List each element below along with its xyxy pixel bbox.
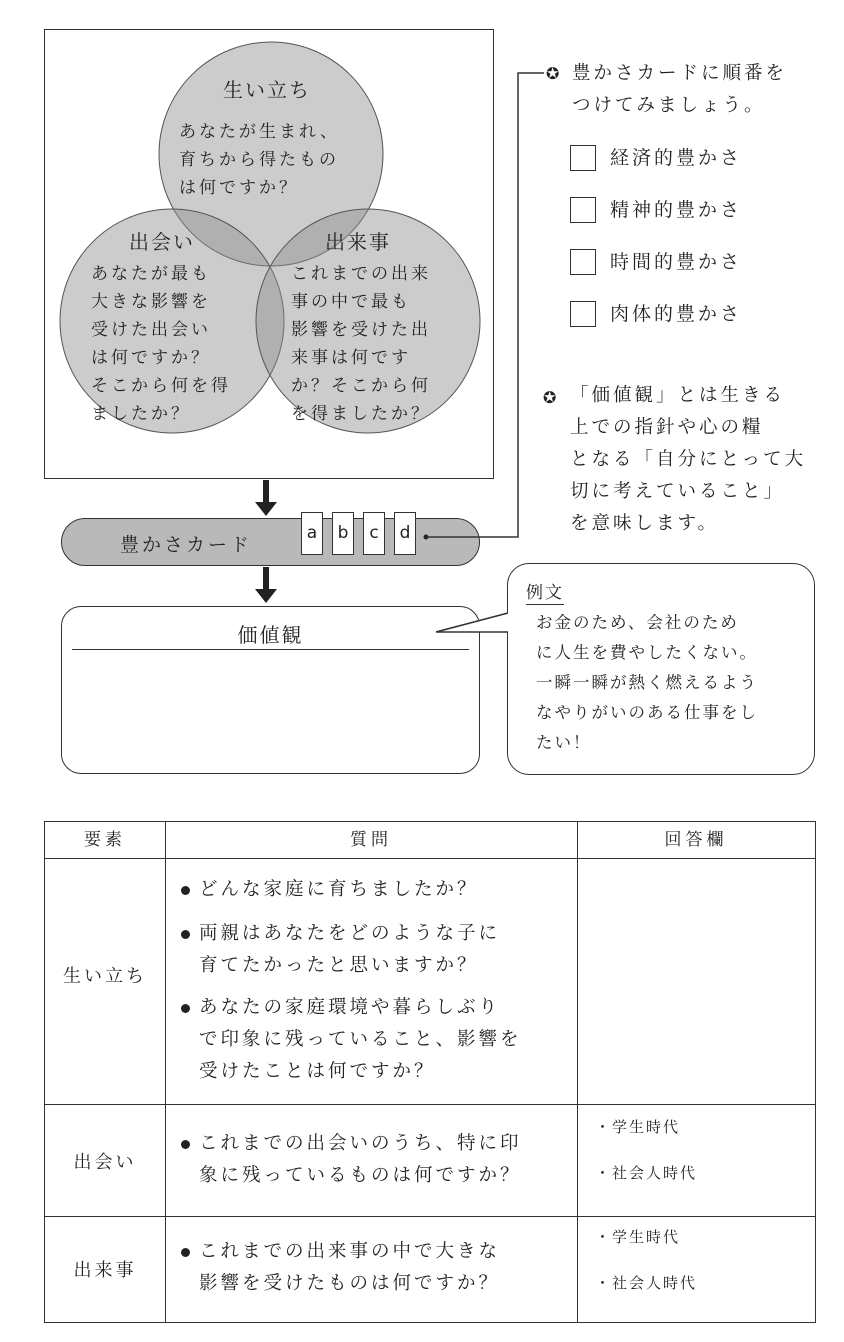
example-bubble	[507, 563, 815, 775]
rank-checkbox[interactable]	[570, 197, 596, 223]
richness-card-label: 豊かさカード	[120, 534, 253, 556]
table-divider	[165, 822, 166, 1322]
venn-text-events: これまでの出来 事の中で最も 影響を受けた出 来事は何です か？そこから何 を得ましたか？	[291, 264, 431, 424]
rank-option-label: 時間的豊かさ	[610, 251, 743, 273]
header-answer: 回答欄	[664, 830, 728, 850]
rank-option-label: 肉体的豊かさ	[610, 303, 743, 325]
answer-working-years[interactable]: ・社会人時代	[595, 1274, 698, 1292]
values-input-box[interactable]	[61, 606, 480, 774]
question-table	[44, 821, 816, 1323]
table-divider	[45, 858, 815, 859]
table-divider	[45, 1104, 815, 1105]
bullet-icon	[181, 886, 190, 895]
venn-text-upbringing: あなたが生まれ、 育ちから得たもの は何ですか？	[179, 122, 341, 198]
rank-checkbox[interactable]	[570, 249, 596, 275]
arrow-down-icon	[255, 589, 277, 603]
richness-card-bar	[61, 518, 480, 566]
bullet-icon	[181, 930, 190, 939]
answer-student-years[interactable]: ・学生時代	[595, 1118, 681, 1136]
question-text: 両親はあなたをどのような子に 育てたかったと思いますか？	[199, 923, 501, 976]
answer-working-years[interactable]: ・社会人時代	[595, 1164, 698, 1182]
rank-option-label: 精神的豊かさ	[610, 199, 743, 221]
star-icon: ✪	[546, 64, 560, 83]
bullet-icon	[181, 1004, 190, 1013]
rank-option-label: 経済的豊かさ	[610, 147, 743, 169]
example-title: 例文	[526, 578, 564, 605]
venn-text-encounters: あなたが最も 大きな影響を 受けた出会い は何ですか？ そこから何を得 ましたか？	[91, 264, 231, 424]
header-element: 要素	[84, 830, 126, 850]
question-text: どんな家庭に育ちましたか？	[199, 879, 479, 900]
card-c: c	[363, 512, 385, 555]
card-d: d	[394, 512, 416, 555]
arrow-shaft-1	[263, 480, 269, 504]
venn-title-events: 出来事	[325, 230, 391, 254]
header-question: 質問	[350, 830, 392, 850]
ranking-instruction: 豊かさカードに順番を つけてみましょう。	[572, 63, 788, 116]
star-icon: ✪	[543, 388, 557, 407]
bubble-pointer	[436, 612, 510, 636]
table-divider	[577, 822, 578, 1322]
values-definition: 「価値観」とは生きる 上での指針や心の糧 となる「自分にとって大 切に考えていること」 を意味します。	[570, 385, 807, 534]
arrow-shaft-2	[263, 567, 269, 591]
example-text: お金のため、会社のため に人生を費やしたくない。 一瞬一瞬が熱く燃えるよう なやりがいのある仕事をし たい！	[536, 613, 758, 752]
venn-title-upbringing: 生い立ち	[223, 78, 311, 102]
bullet-icon	[181, 1248, 190, 1257]
table-divider	[45, 1216, 815, 1217]
card-a: a	[301, 512, 323, 555]
question-text: これまでの出会いのうち、特に印 象に残っているものは何ですか？	[199, 1133, 522, 1186]
bullet-icon	[181, 1140, 190, 1149]
question-text: これまでの出来事の中で大きな 影響を受けたものは何ですか？	[199, 1241, 501, 1294]
row-label-upbringing: 生い立ち	[63, 966, 147, 987]
connector-line	[420, 60, 550, 550]
rank-checkbox[interactable]	[570, 301, 596, 327]
values-divider	[72, 649, 469, 650]
venn-title-encounters: 出会い	[129, 230, 195, 254]
row-label-events: 出来事	[73, 1260, 137, 1281]
values-title: 価値観	[237, 623, 304, 647]
question-text: あなたの家庭環境や暮らしぶり で印象に残っていること、影響を 受けたことは何ですか？	[199, 997, 522, 1082]
answer-student-years[interactable]: ・学生時代	[595, 1228, 681, 1246]
card-b: b	[332, 512, 354, 555]
arrow-down-icon	[255, 502, 277, 516]
rank-checkbox[interactable]	[570, 145, 596, 171]
row-label-encounters: 出会い	[73, 1152, 137, 1173]
